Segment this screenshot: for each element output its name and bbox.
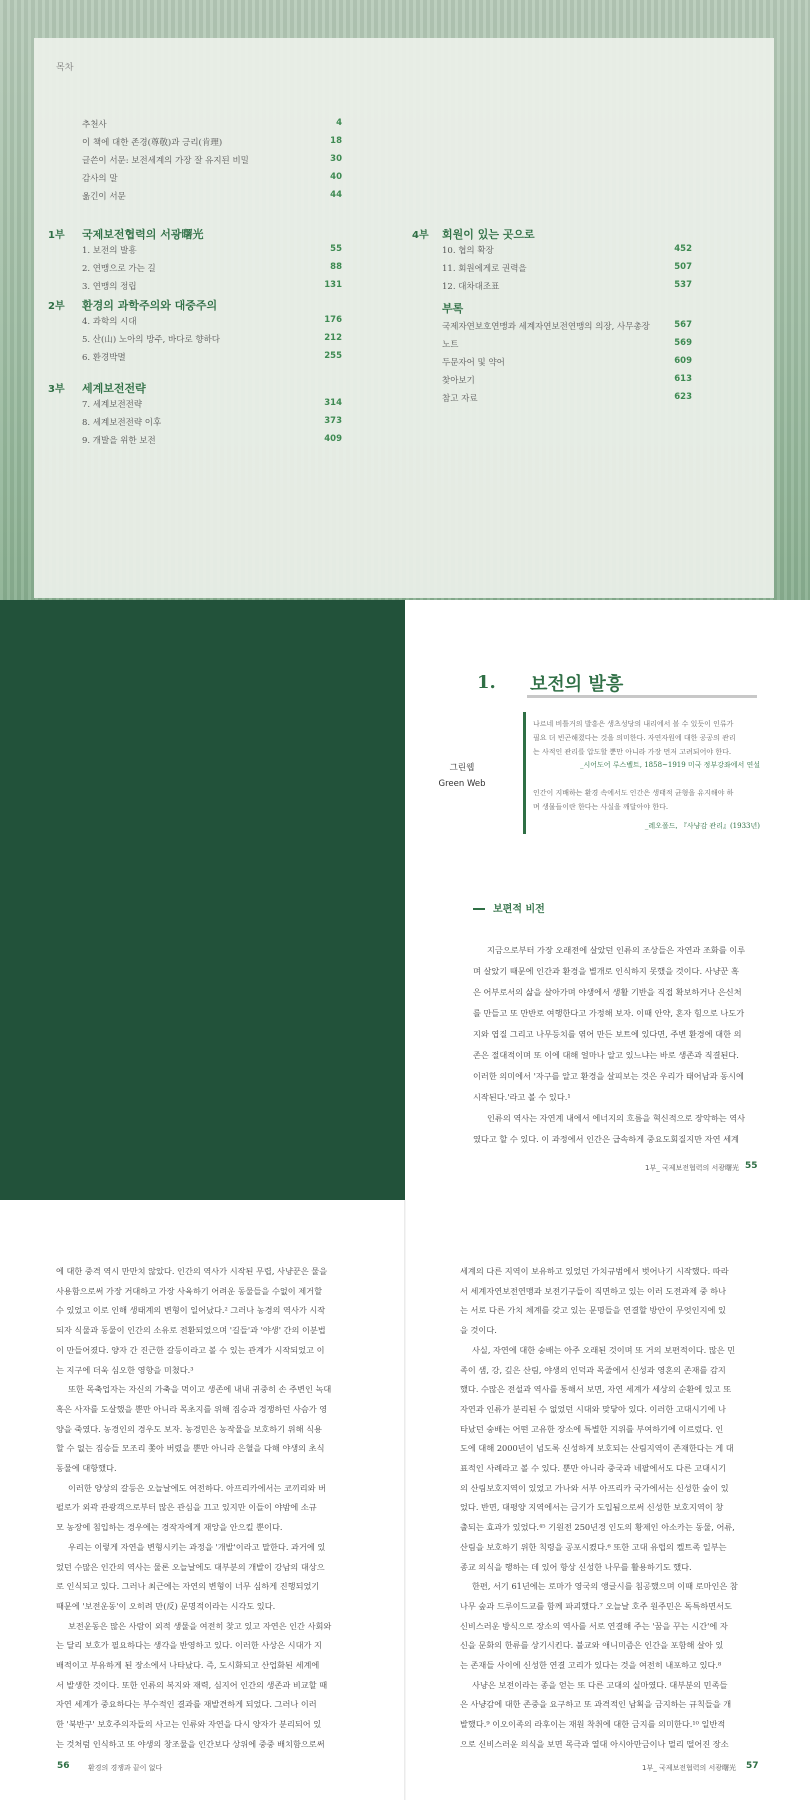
body-text-line: 었던 수많은 인간의 역사는 물론 오늘날에도 대부분의 개발이 강남의 대상으 [56, 1561, 325, 1572]
toc-entry-page: 55 [330, 244, 342, 254]
toc-entry-page: 176 [324, 315, 342, 325]
body-text-line: 종교 의식을 행하는 데 있어 항상 신성한 나무를 활용하기도 했다. [460, 1561, 692, 1572]
part-number: 2부 [48, 301, 65, 312]
body-text-line: 족이 샘, 강, 깊은 산림, 야생의 인덕과 목줄에서 신성과 영혼의 존재를 감지 [460, 1364, 726, 1375]
toc-entry [82, 244, 342, 260]
body-text-line: 한 '북반구' 보호주의자들의 사고는 인류와 자연을 다시 양자가 분리되어 있 [56, 1719, 322, 1730]
toc-entry-label: 11. 회원에게로 권력을 [442, 264, 527, 274]
toc-entry [82, 262, 342, 278]
epigraph-label-english: Green Web [438, 779, 486, 789]
toc-entry-page: 314 [324, 398, 342, 408]
running-footer-right: 1부_ 국제보전협력의 서광曙光 [642, 1764, 737, 1772]
body-text-line: 했다. 수많은 전설과 역사를 통해서 보면, 자연 세계가 세상의 순환에 있고 또 [460, 1384, 732, 1395]
body-text-line: 는 존재들 사이에 신성한 연결 고리가 있다는 것을 여전히 내포하고 있다.⁸ [460, 1660, 722, 1670]
toc-entry-page: 613 [674, 374, 692, 384]
chapter-title-rule [527, 695, 757, 698]
toc-entry [442, 338, 692, 354]
epigraph-1-source: _시어도어 루스벨트, 1858~1919 미국 정부강좌에서 연설 [579, 761, 760, 769]
toc-entry [82, 280, 342, 296]
toc-entry-label: 12. 대차대조표 [442, 282, 500, 292]
body-text-line: 은 어부로서의 삶을 살아가며 야생에서 생활 기반을 직접 확보하거나 은신처 [473, 987, 742, 997]
running-footer-left: 환경의 경쟁과 끝이 없다 [88, 1764, 163, 1772]
body-text-line: 의 산림보호지역이 있었고 가나와 서부 아프리카 국가에서는 신성한 숲이 있 [460, 1482, 729, 1493]
running-footer: 1부_ 국제보전협력의 서광曙光 [645, 1164, 740, 1172]
body-text-line: 발했다.⁹ 이오이족의 라후이는 재원 착취에 대한 금지를 의미한다.¹⁰ 일반적 [460, 1719, 726, 1730]
epigraph-bar [523, 712, 526, 834]
epigraph-line: 필요 더 빈곤해졌다는 것을 의미한다. 자연자원에 대한 공공의 관리 [533, 734, 736, 742]
toc-entry-label: 추천사 [82, 120, 107, 130]
body-text-line: 되자 식물과 동물이 인간의 소유로 전환되었으며 '길들'과 '야생' 간의 이분법 [56, 1325, 326, 1336]
part-title: 국제보전협력의 서광曙光 [82, 228, 204, 241]
toc-entry [82, 190, 342, 206]
body-text-line: 시작된다.'라고 볼 수 있다.¹ [473, 1092, 571, 1102]
body-text-line: 이러한 의미에서 '자구를 알고 환경을 살피보는 것은 우리가 태어남과 동시에 [473, 1071, 744, 1081]
toc-entry-page: 609 [674, 356, 692, 366]
toc-entry-page: 567 [674, 320, 692, 330]
body-text-line: 이 만들어졌다. 양자 간 진근한 갈등이라고 볼 수 있는 관계가 시작되었고 이 [56, 1344, 325, 1355]
body-text-line: 도에 대해 2000년이 넘도록 신성하게 보호되는 산림지역이 존재한다는 게 대 [460, 1443, 734, 1454]
toc-entry-label: 6. 환경박멸 [82, 353, 126, 363]
toc-entry-page: 537 [674, 280, 692, 290]
epigraph-line: 는 사적인 관리를 압도할 뿐만 아니라 가장 먼저 고려되어야 한다. [533, 748, 732, 756]
toc-entry-page: 623 [674, 392, 692, 402]
toc-entry [82, 398, 342, 414]
toc-entry-label: 옮긴이 서문 [82, 192, 126, 202]
body-text-line: 신비스러운 방식으로 장소의 역사를 서로 연결해 주는 '꿈을 꾸는 시간'에 자 [460, 1620, 728, 1631]
toc-entry [442, 392, 692, 408]
part-number: 1부 [48, 230, 65, 241]
body-text-line: 또한 목축업자는 자신의 가축을 먹이고 생존에 내내 귀중히 손 주변인 녹대 [68, 1384, 332, 1395]
chapter-opening-page [405, 600, 810, 1200]
body-text-line: 존은 절대적이며 또 이에 대해 얼마나 알고 있느냐는 바로 생존과 직결된다. [473, 1050, 739, 1060]
toc-entry-label: 10. 협의 확장 [442, 246, 494, 256]
toc-entry-page: 507 [674, 262, 692, 272]
toc-entry-label: 2. 연맹으로 가는 길 [82, 264, 156, 274]
toc-entry-page: 569 [674, 338, 692, 348]
toc-entry [82, 416, 342, 432]
body-text-line: 동물에 대항했다. [56, 1463, 117, 1473]
part-title: 세계보전전략 [82, 382, 146, 395]
body-text-line: 를 만들고 또 만반로 여행한다고 가정해 보자. 이때 안약, 혼자 힘으로 나도가 [473, 1008, 745, 1018]
toc-entry [442, 262, 692, 278]
toc-entry-page: 4 [336, 118, 342, 128]
toc-entry-label: 7. 세계보전전략 [82, 400, 143, 410]
body-text-line: 었다. 반면, 대평양 지역에서는 금기가 도입됨으로써 신성한 보호지역이 창 [460, 1502, 724, 1513]
body-text-line: 자연 세계가 중요하다는 부수적인 결과를 재발견하게 되었다. 그러나 이러 [56, 1699, 317, 1710]
body-text-line: 며 살았기 때문에 인간과 환경을 별개로 인식하지 못했을 것이다. 사냥꾼 혹 [473, 966, 739, 976]
epigraph-line: 인간이 지배하는 환경 속에서도 인간은 생태적 균형을 유지해야 하 [533, 789, 734, 797]
body-text-line: 는 것처럼 인식하고 또 야생의 창조물을 인간보다 상위에 중중 배치함으로써 [56, 1738, 325, 1749]
body-text-line: 나무 숲과 드루이드교를 함께 파괴했다.⁷ 오늘날 호주 원주민은 독특하면서도 [460, 1600, 732, 1611]
part-title: 회원이 있는 곳으로 [442, 228, 535, 241]
body-text-line: 펄로가 외곽 관광객으로부터 많은 관심을 끄고 있지만 이들이 야밤에 소규 [56, 1502, 317, 1513]
page-number-left: 56 [57, 1761, 70, 1771]
toc-entry [82, 434, 342, 450]
body-text-line: 배적이고 부유하게 된 장소에서 나타났다. 즉, 도시화되고 산업화된 세계에 [56, 1660, 320, 1670]
toc-entry-label: 참고 자료 [442, 394, 478, 404]
body-text-line: 출되는 효과가 있었다.⁴⁵ 기원전 250년경 인도의 황제인 아소카는 동물, 어류, [460, 1522, 735, 1533]
toc-entry [442, 280, 692, 296]
toc-entry [442, 320, 692, 336]
toc-entry-label: 9. 개발을 위한 보전 [82, 436, 156, 446]
toc-spread [0, 0, 810, 600]
body-text-line: 을 것이다. [460, 1325, 497, 1336]
body-text-line: 였다고 할 수 있다. 이 과정에서 인간은 급속하게 중요도회질지만 자연 세계 [473, 1134, 739, 1144]
body-text-line: 지와 엽질 그리고 나무등치를 엮어 만든 보트에 있다면, 주변 환경에 대한 의 [473, 1029, 742, 1039]
body-text-line: 은 사냥감에 대한 존중을 요구하고 또 과격적인 남획을 금지하는 규칙들을 개 [460, 1699, 732, 1710]
body-text-line: 수 있었고 이로 인해 생태계의 변형이 일어났다.² 그러나 농경의 역사가 시작 [56, 1305, 326, 1316]
toc-entry-label: 1. 보전의 발흥 [82, 246, 137, 256]
part-number: 4부 [412, 230, 429, 241]
epigraph-line: 며 생물들이란 한다는 사실을 깨달아야 한다. [533, 803, 669, 811]
toc-entry-page: 409 [324, 434, 342, 444]
page-number: 55 [745, 1161, 758, 1171]
toc-entry [82, 315, 342, 331]
body-text-line: 는 서로 다른 가치 체계를 갖고 있는 문명들을 연결할 방안이 무엇인지에 있 [460, 1305, 726, 1316]
toc-entry [82, 136, 342, 152]
toc-entry [82, 351, 342, 367]
toc-entry-label: 국제자연보호연맹과 세계자연보전연맹의 의장, 사무총장 [442, 322, 650, 332]
body-text-line: 서 발생한 것이다. 또한 인류의 복지와 재력, 심지어 인간의 생존과 비교할 때 [56, 1679, 328, 1690]
body-text-line: 으로 신비스러운 의식을 보면 목극과 열대 아시아만금이나 멀리 떨어진 장소 [460, 1738, 729, 1749]
body-text-line: 이러한 양상의 갈등은 오늘날에도 여전하다. 아프리카에서는 코끼리와 버 [68, 1482, 327, 1493]
toc-entry-page: 88 [330, 262, 342, 272]
green-divider-page [0, 600, 405, 1200]
epigraph-line: 나르네 비틀거의 발흥은 생츠성당의 내리에서 볼 수 있듯이 인류가 [533, 720, 734, 728]
body-text-line: 사냥은 보전이라는 종을 얻는 또 다른 고대의 실마였다. 대부분의 민족들 [472, 1679, 728, 1690]
toc-entry [82, 154, 342, 170]
toc-entry-page: 212 [324, 333, 342, 343]
toc-entry-label: 노트 [442, 340, 459, 350]
body-text-line: 자연과 인류가 분리된 수 없었던 시대와 맞닿아 있다. 이러한 고대시기에 나 [460, 1403, 726, 1414]
body-text-line: 사실, 자연에 대한 숭배는 아주 오래된 것이며 또 거의 보편적이다. 많은 민 [472, 1344, 736, 1355]
toc-entry [442, 356, 692, 372]
body-text-line: 보전운동은 많은 사람이 외적 생물을 여전히 찾고 있고 자연은 인간 사회와 [68, 1620, 332, 1631]
appendix-title: 부록 [442, 302, 464, 315]
toc-entry-label: 4. 과학의 시대 [82, 317, 137, 327]
section-heading: 보편적 비전 [473, 900, 545, 915]
body-text-line: 로 인식되고 있다. 그러나 최근에는 자연의 변형이 너무 심하게 진행되었기 [56, 1581, 320, 1592]
part-number: 3부 [48, 384, 65, 395]
epigraph-label-korean: 그린웹 [449, 763, 475, 773]
body-text-line: 양을 죽였다. 농경인의 경우도 보자. 농경민은 농작물을 보호하기 위해 식용 [56, 1423, 322, 1434]
chapter-number: 1. [477, 672, 496, 693]
toc-panel [34, 38, 774, 598]
toc-entry-label: 찾아보기 [442, 376, 475, 386]
toc-entry [82, 172, 342, 188]
toc-entry-label: 감사의 말 [82, 174, 118, 184]
toc-entry-label: 이 책에 대한 존경(尊敬)과 긍리(肯理) [82, 138, 223, 148]
body-text-line: 신을 문화의 한류를 상기시킨다. 불교와 애니미즘은 인간을 포함해 살아 있 [460, 1640, 724, 1651]
body-text-line: 세계의 다른 지역이 보유하고 있었던 가치규범에서 벗어나기 시작했다. 따라 [460, 1266, 729, 1276]
body-text-line: 인류의 역사는 자연계 내에서 에너지의 흐름을 혁신적으로 장악하는 역사 [487, 1113, 746, 1123]
body-text-line: 타났던 숭배는 어떤 고유한 장소에 특별한 지위를 부여하기에 이르렀다. 인 [460, 1423, 724, 1434]
toc-entry [82, 118, 342, 134]
toc-entry-page: 131 [324, 280, 342, 290]
body-text-line: 때문에 '보전운동'이 오히려 만(反) 문명적이라는 시각도 있다. [56, 1600, 276, 1611]
chapter-title: 보전의 발흥 [530, 674, 624, 695]
toc-entry-page: 40 [330, 172, 342, 182]
toc-entry-page: 373 [324, 416, 342, 426]
toc-entry-page: 44 [330, 190, 342, 200]
toc-entry [442, 244, 692, 260]
body-text-line: 는 지구에 더욱 심오한 영향을 미쳤다.³ [56, 1364, 194, 1375]
toc-entry-label: 3. 연맹의 정립 [82, 282, 137, 292]
body-text-line: 는 달리 보호가 필요하다는 생각을 반영하고 있다. 이러한 사상은 시대가 지 [56, 1640, 322, 1651]
toc-entry-label: 5. 산(山) 노아의 방주, 바다로 향하다 [82, 335, 220, 345]
toc-entry-page: 30 [330, 154, 342, 164]
page-number-right: 57 [746, 1761, 759, 1771]
toc-entry-label: 8. 세계보전전략 이후 [82, 418, 162, 428]
body-text-line: 지금으로부터 가장 오래전에 살았던 인류의 조상들은 자연과 조화를 이루 [487, 945, 746, 955]
body-text-line: 할 수 없는 짐승들 모조리 쫓아 버렸을 뿐만 아니라 은혈을 다해 야생의 초식 [56, 1443, 325, 1454]
body-text-line: 산림을 보호하기 위한 칙령을 공포시켰다.⁶ 또한 고대 유럽의 켈트족 일부는 [460, 1541, 727, 1552]
toc-entry-page: 255 [324, 351, 342, 361]
body-text-line: 우리는 이렇게 자연을 변형시키는 과정을 '개발'이라고 말한다. 과거에 있 [68, 1541, 326, 1552]
toc-entry-label: 글쓴이 서문: 보전세계의 가장 잘 유지된 비밀 [82, 156, 249, 166]
epigraph-2-source: _레오폴드, 『사냥감 관리』(1933년) [644, 822, 760, 830]
body-text-line: 모 농장에 침입하는 경우에는 경작자에게 재앙을 안으킬 뿐이다. [56, 1522, 283, 1533]
body-text-line: 한편, 서기 61년에는 로마가 영국의 앵글시를 침공했으며 이때 로마인은 참 [472, 1581, 738, 1592]
body-text-line: 서 세계자연보전연맹과 보전기구들이 직면하고 있는 이러 도전과제 중 하나 [460, 1285, 727, 1296]
body-text-line: 사용함으로써 가장 거대하고 가장 사육하기 어려운 동물들을 수없이 제거할 [56, 1285, 323, 1296]
toc-entry-page: 452 [674, 244, 692, 254]
body-text-line: 에 대한 중격 역시 만만치 않았다. 인간의 역사가 시작된 무렵, 사냥꾼은 물을 [56, 1266, 328, 1276]
part-title: 환경의 과학주의와 대중주의 [82, 299, 218, 312]
toc-heading: 목차 [56, 63, 74, 73]
toc-entry [442, 374, 692, 390]
toc-entry-page: 18 [330, 136, 342, 146]
spine-gutter [404, 1200, 406, 1800]
toc-entry [82, 333, 342, 349]
body-text-line: 표적인 사례라고 볼 수 있다. 뿐만 아니라 중국과 네팔에서도 다른 고대시기 [460, 1463, 726, 1473]
epigraph-label [417, 760, 507, 792]
body-text-line: 혹은 사자를 도살했을 뿐만 아니라 목초지를 위해 짐승과 경쟁하던 사슴가 영 [56, 1403, 328, 1414]
toc-entry-label: 두문자어 및 약어 [442, 358, 505, 368]
